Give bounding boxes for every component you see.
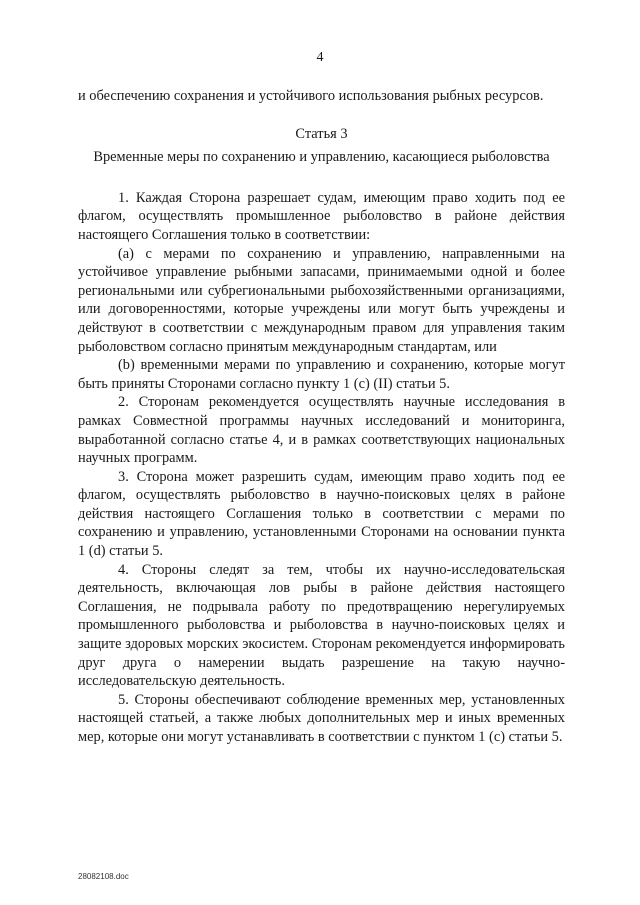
paragraph-4: 4. Стороны следят за тем, чтобы их научно-исследовательская деятельность, включающая лов рыбы в районе действия настоящего Соглашения, не подрывала работу по предотвращению нерегулируемых промышленного рыболовства и рыболовства в научно-поисковых целях и защите здоровых морских экосистем. Сторонам рекомендуется информировать друг друга о намерении выдать разрешение на такую научно-исследовательскую деятельность. — [78, 561, 565, 690]
file-name-footer: 28082108.doc — [78, 872, 129, 881]
continuation-text: и обеспечению сохранения и устойчивого использования рыбных ресурсов. — [78, 88, 544, 104]
paragraph-1a: (а) с мерами по сохранению и управлению, направленными на устойчивое управление рыбными запасами, принимаемыми одной и более региональными или субрегиональными рыбохозяйственными организациями, или договоренностями, которые учреждены или могут быть учреждены и действуют в соответствии с международным правом для управления таким рыболовством согласно принятым международным стандартам, или — [78, 245, 565, 355]
page-number: 4 — [316, 50, 324, 65]
article-title: Статья 3 — [295, 125, 348, 142]
document-body — [78, 87, 565, 747]
paragraph-5: 5. Стороны обеспечивают соблюдение временных мер, установленных настоящей статьей, а также любых дополнительных мер и иных временных мер, которые они могут устанавливать в соответствии с пунктом 1 (с) статьи 5. — [78, 691, 565, 745]
paragraph-2: 2. Сторонам рекомендуется осуществлять научные исследования в рамках Совместной программы научных исследований и мониторинга, выработанной согласно статье 4, и в рамках соответствующих национальных научных программ. — [78, 394, 565, 467]
paragraph-1b: (b) временными мерами по управлению и сохранению, которые могут быть приняты Сторонами согласно пункту 1 (с) (II) статьи 5. — [78, 357, 565, 392]
paragraph-1: 1. Каждая Сторона разрешает судам, имеющим право ходить под ее флагом, осуществлять промышленное рыболовство в районе действия настоящего Соглашения только в соответствии: — [78, 189, 565, 243]
article-subtitle: Временные меры по сохранению и управлению, касающиеся рыболовства — [93, 149, 550, 166]
paragraph-3: 3. Сторона может разрешить судам, имеющим право ходить под ее флагом, осуществлять рыболовство в научно-поисковых целях в районе действия настоящего Соглашения только в соответствии с мерами по сохранению и управлению, установленными Сторонами на основании пункта 1 (d) статьи 5. — [78, 468, 565, 560]
